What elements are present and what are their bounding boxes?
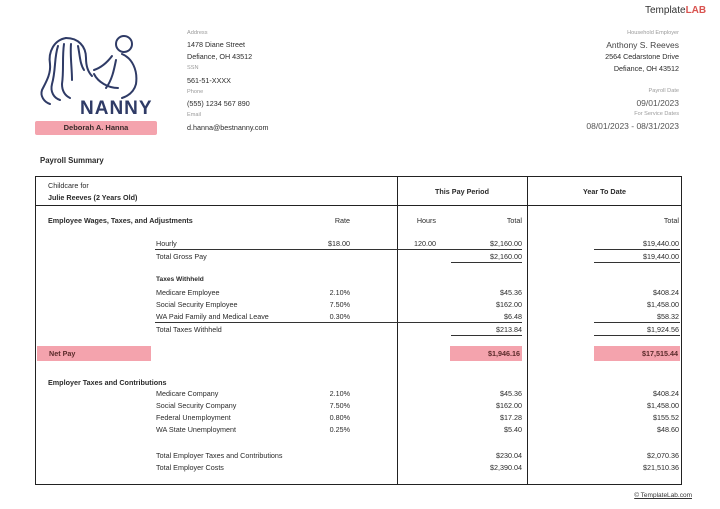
phone-value: (555) 1234 567 890	[187, 99, 250, 108]
email-label: Email	[187, 112, 201, 118]
employer-tax-total: $5.40	[504, 425, 522, 434]
employer-tax-ytd: $1,458.00	[647, 401, 679, 410]
gross-ytd: $19,440.00	[643, 252, 679, 261]
employer-tax-rate: 2.10%	[329, 389, 350, 398]
total-employer-costs-ytd: $21,510.36	[643, 463, 679, 472]
hourly-total: $2,160.00	[490, 239, 522, 248]
employer-tax-ytd: $408.24	[653, 389, 679, 398]
total-taxes-ytd: $1,924.56	[647, 325, 679, 334]
col-total-ytd: Total	[663, 216, 679, 225]
service-dates-label: For Service Dates	[634, 111, 679, 117]
taxes-double	[451, 335, 522, 336]
gross-total: $2,160.00	[490, 252, 522, 261]
divider-right	[527, 176, 528, 485]
gross-ytd-underline	[594, 249, 680, 250]
employer-tax-label: Social Security Company	[156, 401, 237, 410]
net-pay-total: $1,946.16	[450, 346, 522, 361]
employer-tax-ytd: $155.52	[653, 413, 679, 422]
payroll-date-label: Payroll Date	[648, 88, 679, 94]
total-taxes-label: Total Taxes Withheld	[156, 325, 222, 334]
tax-row-label: Medicare Employee	[156, 288, 220, 297]
gross-label: Total Gross Pay	[156, 252, 207, 261]
child-name: Julie Reeves (2 Years Old)	[48, 193, 138, 202]
tax-row-label: WA Paid Family and Medical Leave	[156, 312, 269, 321]
tax-row-total: $162.00	[496, 300, 522, 309]
childcare-label: Childcare for	[48, 181, 89, 190]
tax-row-total: $6.48	[504, 312, 522, 321]
summary-title: Payroll Summary	[40, 156, 104, 165]
section-employee-wages: Employee Wages, Taxes, and Adjustments	[48, 216, 193, 225]
hourly-ytd: $19,440.00	[643, 239, 679, 248]
col-rate: Rate	[334, 216, 350, 225]
tax-row-total: $45.36	[500, 288, 522, 297]
hourly-rate: $18.00	[328, 239, 350, 248]
taxes-title: Taxes Withheld	[156, 276, 204, 283]
employer-tax-total: $45.36	[500, 389, 522, 398]
employer-city: Defiance, OH 43512	[613, 64, 679, 73]
logo-word: NANNY	[80, 98, 153, 119]
section-employer-taxes: Employer Taxes and Contributions	[48, 378, 167, 387]
ssn-value: 561-51-XXXX	[187, 76, 231, 85]
total-taxes-total: $213.84	[496, 325, 522, 334]
ytd-header: Year To Date	[582, 187, 626, 196]
taxes-underline	[155, 322, 522, 323]
hourly-label: Hourly	[156, 239, 177, 248]
employer-tax-rate: 0.80%	[329, 413, 350, 422]
nanny-illustration	[36, 30, 156, 108]
employer-tax-label: Medicare Company	[156, 389, 219, 398]
total-employer-costs-label: Total Employer Costs	[156, 463, 224, 472]
total-employer-contrib-label: Total Employer Taxes and Contributions	[156, 451, 283, 460]
total-employer-contrib-ytd: $2,070.36	[647, 451, 679, 460]
ssn-label: SSN	[187, 65, 199, 71]
gross-underline	[155, 249, 522, 250]
employer-street: 2564 Cedarstone Drive	[605, 52, 679, 61]
footer-link[interactable]: © TemplateLab.com	[634, 492, 692, 499]
service-dates: 08/01/2023 - 08/31/2023	[586, 121, 679, 131]
total-employer-costs-total: $2,390.04	[490, 463, 522, 472]
tax-row-ytd: $408.24	[653, 288, 679, 297]
tax-row-rate: 0.30%	[329, 312, 350, 321]
taxes-ytd-underline	[594, 322, 680, 323]
this-period-header: This Pay Period	[435, 187, 489, 196]
gross-double-1	[451, 262, 522, 263]
total-employer-contrib-total: $230.04	[496, 451, 522, 460]
tax-row-rate: 7.50%	[329, 300, 350, 309]
col-total: Total	[506, 216, 522, 225]
phone-label: Phone	[187, 89, 204, 95]
employer-tax-rate: 7.50%	[329, 401, 350, 410]
address-line2: Defiance, OH 43512	[187, 52, 253, 61]
tax-row-rate: 2.10%	[329, 288, 350, 297]
net-pay-label: Net Pay	[37, 346, 151, 361]
taxes-ytd-double	[594, 335, 680, 336]
provider-name: Deborah A. Hanna	[35, 121, 157, 135]
header-divider	[35, 205, 682, 206]
tax-row-ytd: $1,458.00	[647, 300, 679, 309]
net-pay-ytd: $17,515.44	[594, 346, 680, 361]
brand-part1: Template	[645, 5, 686, 16]
tax-row-ytd: $58.32	[657, 312, 679, 321]
payroll-date: 09/01/2023	[636, 98, 679, 108]
brand-logo	[645, 5, 706, 16]
tax-row-label: Social Security Employee	[156, 300, 238, 309]
employer-tax-ytd: $48.60	[657, 425, 679, 434]
employer-name: Anthony S. Reeves	[606, 40, 679, 50]
employer-tax-label: WA State Unemployment	[156, 425, 237, 434]
hourly-hours: 120.00	[414, 239, 436, 248]
divider-left	[397, 176, 398, 485]
employer-tax-total: $17.28	[500, 413, 522, 422]
employer-tax-label: Federal Unemployment	[156, 413, 231, 422]
email-value: d.hanna@bestnanny.com	[187, 123, 269, 132]
col-hours: Hours	[416, 216, 436, 225]
address-line1: 1478 Diane Street	[187, 40, 245, 49]
brand-part2: LAB	[685, 5, 707, 16]
gross-ytd-double-1	[594, 262, 680, 263]
employer-label: Household Employer	[627, 30, 679, 36]
employer-tax-total: $162.00	[496, 401, 522, 410]
address-label: Address	[187, 30, 208, 36]
employer-tax-rate: 0.25%	[329, 425, 350, 434]
